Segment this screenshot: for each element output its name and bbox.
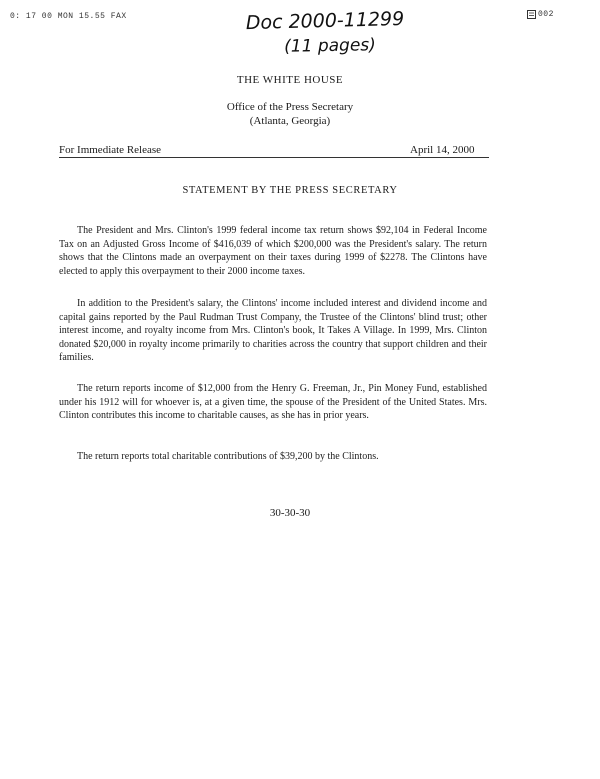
statement-title: STATEMENT BY THE PRESS SECRETARY (182, 185, 398, 196)
release-rule (59, 157, 489, 158)
fax-page-mark (527, 10, 554, 19)
statement-paragraph-1 (59, 224, 487, 278)
paragraph-3-text: The return reports income of $12,000 from the Henry G. Freeman, Jr., Pin Money Fund, established under his 1912 will for whoever is, at a given time, the spouse of the President of the United States. Mrs. Clinton contributes this income to charitable causes, as she has in prior years. (59, 383, 487, 422)
statement-paragraph-2 (59, 297, 487, 365)
paragraph-4-text: The return reports total charitable contributions of $39,200 by the Clintons. (77, 451, 379, 462)
letterhead-org: THE WHITE HOUSE (236, 74, 344, 86)
letterhead-office: Office of the Press Secretary (226, 101, 354, 113)
statement-paragraph-4 (59, 450, 487, 464)
fax-page-icon (527, 10, 536, 19)
letterhead-location: (Atlanta, Georgia) (249, 115, 331, 127)
fax-page-number: 002 (538, 10, 554, 19)
end-mark: 30-30-30 (269, 507, 311, 519)
release-label: For Immediate Release (59, 144, 162, 156)
fax-header-line: 0: 17 00 MON 15.55 FAX (10, 12, 127, 21)
release-date: April 14, 2000 (410, 144, 475, 156)
statement-paragraph-3 (59, 382, 487, 423)
handwritten-doc-number: Doc 2000-11299 (245, 7, 405, 35)
handwritten-page-count: (11 pages) (284, 35, 376, 57)
paragraph-2-text: In addition to the President's salary, the Clintons' income included interest and dividend income and capital gains reported by the Paul Rudman Trust Company, the Trustee of the Clintons' blind trust; other interest income, and royalty income from Mrs. Clinton's book, It Takes A Village. In 1999, Mrs. Clinton donated $20,000 in royalty income primarily to charities across the country that support children and their families. (59, 298, 487, 364)
paragraph-1-text: The President and Mrs. Clinton's 1999 federal income tax return shows $92,104 in Federal Income Tax on an Adjusted Gross Income of $416,039 of which $200,000 was the President's salary. The return shows that the Clintons made an overpayment on their taxes during 1999 of $2278. The Clintons have elected to apply this overpayment to their 2000 income taxes. (59, 225, 487, 277)
